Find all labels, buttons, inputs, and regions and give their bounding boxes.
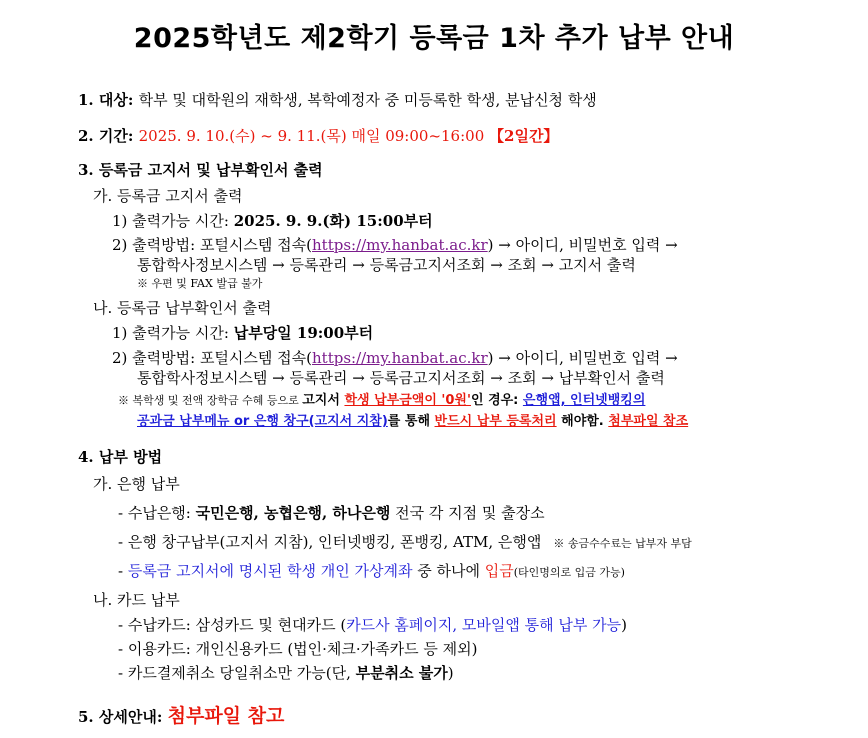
bank-list-banks: 국민은행, 농협은행, 하나은행 [195,504,391,522]
print-receipt-heading: 나. 등록금 납부확인서 출력 [93,299,272,317]
card-issuers [118,615,627,635]
zero-note-b: 고지서 [302,393,345,408]
bank-channels-text: - 은행 창구납부(고지서 지참), 인터넷뱅킹, 폰뱅킹, ATM, 은행앱 [118,533,542,551]
card-issuers-blue: 카드사 홈페이지, 모바일앱 통해 납부 가능 [346,616,622,634]
zero-note-i: 해야함. [556,414,609,429]
card-cancel-post: ) [447,664,454,682]
page-title: 2025학년도 제2학기 등록금 1차 추가 납부 안내 [133,23,735,54]
zero-note-a: ※ 복학생 및 전액 장학금 수혜 등으로 [118,394,303,407]
print-receipt-time-value: 납부당일 19:00부터 [233,324,374,342]
print-invoice-heading: 가. 등록금 고지서 출력 [93,187,243,205]
section-period-label: 2. 기간: [78,127,139,145]
card-issuers-post: ) [621,616,627,634]
print-invoice-method-line2: 통합학사정보시스템 → 등록관리 → 등록금고지서조회 → 조회 → 고지서 출력 [137,256,636,274]
section-target [78,90,597,110]
print-invoice-method-post: ) → 아이디, 비밀번호 입력 → [487,236,678,254]
print-invoice-time-label: 1) 출력가능 시간: [112,212,234,230]
zero-note-f: 공과금 납부메뉴 or 은행 창구(고지서 지참) [137,414,388,429]
print-invoice-method-pre: 2) 출력방법: 포털시스템 접속( [112,236,312,254]
section-detail-label: 5. 상세안내: [78,708,168,726]
card-cancel [118,663,454,683]
portal-link[interactable]: https://my.hanbat.ac.kr [312,236,488,254]
print-invoice-note: ※ 우편 및 FAX 발급 불가 [137,277,263,290]
virtual-account-dash: - [118,562,128,580]
bank-list [118,503,545,523]
section-print-heading: 3. 등록금 고지서 및 납부확인서 출력 [78,161,323,179]
bank-list-pre: - 수납은행: [118,504,196,522]
bank-channels-note: ※ 송금수수료는 납부자 부담 [553,537,692,550]
section-period-badge: 【2일간】 [489,127,559,145]
zero-amount-note-line1 [118,389,645,411]
card-cancel-pre: - 카드결제취소 당일취소만 가능(단, [118,664,356,682]
portal-link-2[interactable]: https://my.hanbat.ac.kr [312,349,488,367]
print-invoice-time-value: 2025. 9. 9.(화) 15:00부터 [233,212,433,230]
print-receipt-time [112,323,373,343]
card-payment-heading: 나. 카드 납부 [93,591,180,609]
print-receipt-method-post: ) → 아이디, 비밀번호 입력 → [487,349,678,367]
bank-payment-heading: 가. 은행 납부 [93,475,180,493]
card-issuers-pre: - 수납카드: 삼성카드 및 현대카드 ( [118,616,347,634]
virtual-account-small: (타인명의로 입금 가능) [513,566,625,579]
zero-note-c: 학생 납부금액이 '0원' [344,393,471,408]
print-invoice-time [112,211,433,231]
zero-note-d: 인 경우: [470,393,523,408]
zero-note-j: 첨부파일 참조 [608,414,689,429]
bank-list-post: 전국 각 지점 및 출장소 [390,504,545,522]
zero-amount-note-line2 [137,410,688,432]
print-invoice-method [112,235,678,255]
zero-note-g: 를 통해 [387,414,435,429]
virtual-account-blue: 등록금 고지서에 명시된 학생 개인 가상계좌 [127,562,413,580]
print-receipt-method-line2: 통합학사정보시스템 → 등록관리 → 등록금고지서조회 → 조회 → 납부확인서 출력 [137,369,665,387]
card-cancel-bold: 부분취소 불가 [355,664,448,682]
section-detail-text: 첨부파일 참고 [167,705,285,727]
print-receipt-method-pre: 2) 출력방법: 포털시스템 접속( [112,349,312,367]
section-period-text: 2025. 9. 10.(수) ~ 9. 11.(목) 매일 09:00~16:00 [138,127,490,145]
print-receipt-method [112,348,678,368]
print-receipt-time-label: 1) 출력가능 시간: [112,324,234,342]
card-types: - 이용카드: 개인신용카드 (법인·체크·가족카드 등 제외) [118,640,478,658]
virtual-account-deposit: 입금 [484,562,514,580]
virtual-account-mid: 중 하나에 [412,562,485,580]
section-target-label: 1. 대상: [78,91,139,109]
zero-note-h: 반드시 납부 등록처리 [434,414,557,429]
zero-note-e: 은행앱, 인터넷뱅킹의 [522,393,646,408]
section-payment-heading: 4. 납부 방법 [78,448,163,466]
section-period [78,126,558,146]
section-target-text: 학부 및 대학원의 재학생, 복학예정자 중 미등록한 학생, 분납신청 학생 [138,91,597,109]
virtual-account [118,561,625,583]
section-detail [78,706,284,727]
bank-channels [118,532,692,554]
